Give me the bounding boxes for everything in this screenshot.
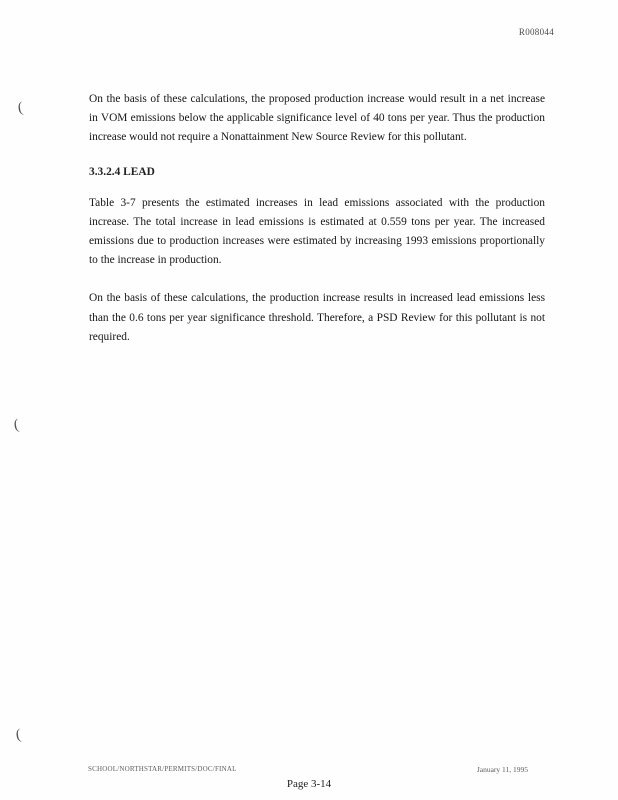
paragraph-gap (89, 270, 545, 289)
footer-date: January 11, 1995 (476, 765, 528, 774)
margin-mark: ( (14, 726, 23, 744)
paragraph-lead-conclusion: On the basis of these calculations, the production increase results in increased lead emissions less than the 0.6 tons per year significance threshold. Therefore, a PSD Review for this pollutant is not required. (89, 292, 545, 343)
footer-file-path: SCHOOL/NORTHSTAR/PERMITS/DOC/FINAL (88, 765, 237, 773)
paragraph-lead-emissions: Table 3-7 presents the estimated increases in lead emissions associated with the production increase. The total increase in lead emissions is estimated at 0.559 tons per year. The increased emissions due to production increases were estimated by increasing 1993 emissions proportionally to the increase in production. (89, 196, 545, 267)
page-number: Page 3-14 (286, 778, 332, 790)
section-heading-lead: 3.3.2.4 LEAD (89, 165, 155, 178)
margin-mark: ( (12, 416, 21, 434)
document-id: R008044 (518, 27, 554, 37)
paragraph-vom-conclusion: On the basis of these calculations, the proposed production increase would result in a net increase in VOM emissions below the applicable significance level of 40 tons per year. Thus the production increase would not require a Nonattainment New Source Review for this pollutant. (89, 93, 545, 144)
margin-mark: ( (16, 99, 25, 117)
body-text (89, 90, 545, 347)
